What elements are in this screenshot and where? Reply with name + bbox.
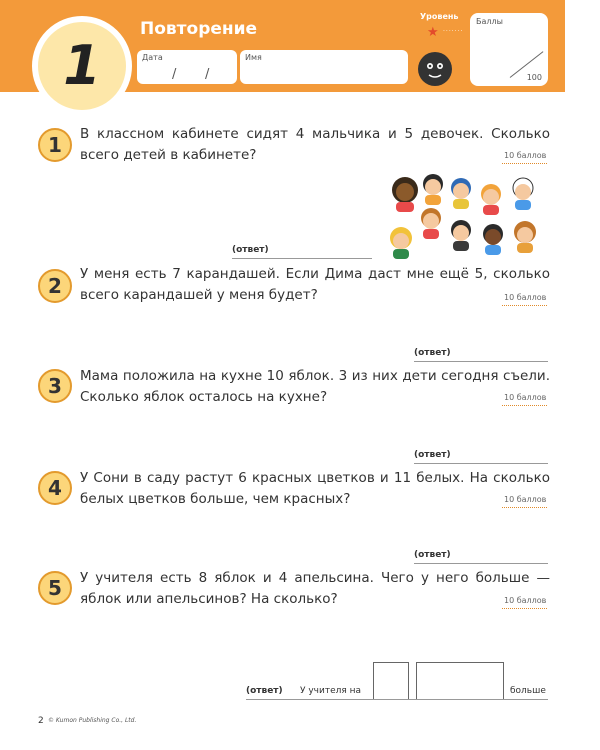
question-number-badge bbox=[38, 571, 72, 605]
answer-line bbox=[246, 699, 548, 700]
score-box[interactable] bbox=[470, 13, 548, 86]
name-field[interactable] bbox=[240, 50, 408, 84]
score-label: Баллы bbox=[476, 17, 503, 26]
question-points: 10 баллов bbox=[504, 393, 547, 402]
date-separator: / bbox=[205, 67, 210, 82]
answer-label: (ответ) bbox=[414, 550, 451, 560]
question-number-badge bbox=[38, 128, 72, 162]
question-number: 5 bbox=[48, 576, 62, 600]
worksheet-title: Повторение bbox=[140, 19, 258, 39]
question-number: 4 bbox=[48, 476, 62, 500]
score-max: 100 bbox=[526, 73, 542, 82]
answer-label: (ответ) bbox=[246, 686, 283, 696]
answer-line[interactable] bbox=[414, 361, 548, 362]
question-points: 10 баллов bbox=[504, 151, 547, 160]
points-underline bbox=[502, 163, 547, 164]
level-dots: ······· bbox=[443, 28, 464, 35]
answer-line[interactable] bbox=[414, 463, 548, 464]
question-text: У Сони в саду растут 6 красных цветков и 11 белых. На сколько белых цветков больше, чем красных? bbox=[80, 470, 550, 507]
points-underline bbox=[502, 405, 547, 406]
question-text: В классном кабинете сидят 4 мальчика и 5 девочек. Сколько всего детей в кабинете? bbox=[80, 126, 550, 163]
question-number-badge bbox=[38, 369, 72, 403]
level-label: Уровень bbox=[420, 12, 459, 21]
points-underline bbox=[502, 507, 547, 508]
points-underline bbox=[502, 305, 547, 306]
answer-box-fruit[interactable] bbox=[373, 662, 409, 700]
copyright: © Kumon Publishing Co., Ltd. bbox=[48, 717, 137, 724]
lesson-number-badge bbox=[32, 16, 132, 116]
question-points: 10 баллов bbox=[504, 495, 547, 504]
question-number: 1 bbox=[48, 133, 62, 157]
answer-label: (ответ) bbox=[414, 450, 451, 460]
lesson-number: 1 bbox=[63, 34, 101, 97]
answer-label: (ответ) bbox=[232, 245, 269, 255]
answer-box-number[interactable] bbox=[416, 662, 504, 700]
question-number-badge bbox=[38, 269, 72, 303]
question-number-badge bbox=[38, 471, 72, 505]
answer-prefix: У учителя на bbox=[300, 686, 362, 696]
children-illustration bbox=[383, 170, 548, 262]
date-separator: / bbox=[172, 67, 177, 82]
answer-line[interactable] bbox=[232, 258, 372, 259]
question-text: Мама положила на кухне 10 яблок. 3 из них дети сегодня съели. Сколько яблок осталось на кухне? bbox=[80, 368, 550, 405]
name-label: Имя bbox=[245, 53, 262, 62]
star-icon: ★ bbox=[427, 25, 439, 40]
page-number: 2 bbox=[38, 716, 44, 726]
level-character-icon bbox=[418, 52, 452, 86]
date-field[interactable] bbox=[137, 50, 237, 84]
answer-line[interactable] bbox=[414, 563, 548, 564]
question-number: 3 bbox=[48, 374, 62, 398]
date-label: Дата bbox=[142, 53, 163, 62]
answer-suffix: больше bbox=[510, 686, 546, 696]
question-points: 10 баллов bbox=[504, 293, 547, 302]
question-text: У учителя есть 8 яблок и 4 апельсина. Чего у него больше — яблок или апельсинов? На сколько? bbox=[80, 570, 550, 607]
question-number: 2 bbox=[48, 274, 62, 298]
answer-label: (ответ) bbox=[414, 348, 451, 358]
question-text: У меня есть 7 карандашей. Если Дима даст мне ещё 5, сколько всего карандашей у меня будет? bbox=[80, 266, 550, 303]
question-points: 10 баллов bbox=[504, 596, 547, 605]
points-underline bbox=[502, 608, 547, 609]
